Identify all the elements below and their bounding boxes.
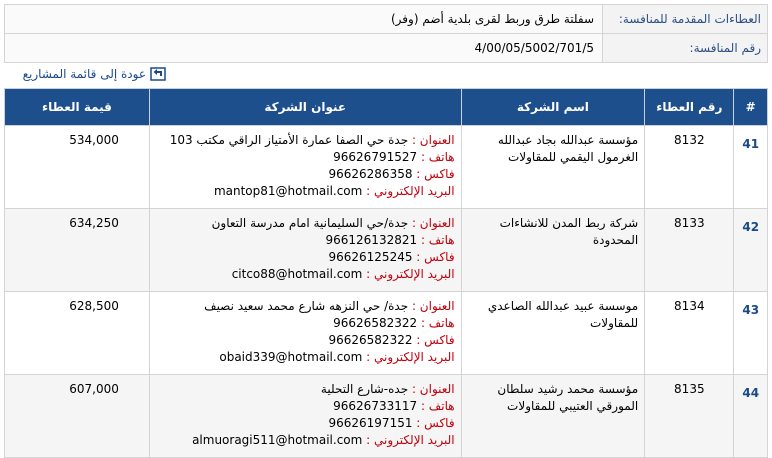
table-row: [5, 209, 768, 292]
phone-value: 96626791527: [333, 150, 418, 164]
phone-line: [156, 232, 455, 249]
company-address-cell: [149, 375, 461, 458]
email-value: obaid339@hotmail.com: [219, 350, 363, 364]
column-header-index: #: [734, 89, 768, 126]
tender-offers-row: [5, 5, 768, 34]
back-arrow-icon: [150, 66, 166, 82]
offer-value: 628,500: [5, 292, 150, 375]
back-link-text[interactable]: عودة إلى قائمة المشاريع: [22, 67, 146, 81]
tender-number-label: رقم المنافسة:: [603, 34, 768, 63]
tender-number-value: [5, 34, 603, 63]
phone-label: هاتف :: [420, 316, 455, 330]
column-header-company-name: اسم الشركة: [461, 89, 645, 126]
row-index: 41: [734, 126, 768, 209]
table-header-row: [5, 89, 768, 126]
email-label: البريد الإلكتروني :: [366, 267, 455, 281]
address-label: العنوان :: [411, 299, 455, 313]
address-label: العنوان :: [411, 133, 455, 147]
company-name: مؤسسة محمد رشيد سلطان المورقي العتيبي للمقاولات: [461, 375, 645, 458]
back-to-projects-link[interactable]: [23, 66, 166, 82]
fax-line: [156, 415, 455, 432]
phone-label: هاتف :: [420, 233, 455, 247]
email-value: almuoragi511@hotmail.com: [192, 433, 363, 447]
offers-label: العطاءات المقدمة للمنافسة:: [603, 5, 768, 34]
address-value: جدة حي الصفا عمارة الأمتياز الراقي مكتب 103: [169, 133, 409, 147]
email-line: [156, 432, 455, 449]
phone-value: 96626582322: [333, 316, 418, 330]
phone-line: [156, 315, 455, 332]
address-line: [156, 381, 455, 398]
address-line: [156, 132, 455, 149]
column-header-offer-number: رقم العطاء: [645, 89, 734, 126]
offers-table: [4, 88, 768, 458]
fax-value: 96626582322: [328, 333, 413, 347]
email-label: البريد الإلكتروني :: [366, 350, 455, 364]
email-label: البريد الإلكتروني :: [366, 184, 455, 198]
fax-line: [156, 166, 455, 183]
address-value: جده-شارع التحلية: [320, 382, 409, 396]
phone-value: 966126132821: [325, 233, 418, 247]
column-header-company-address: عنوان الشركة: [149, 89, 461, 126]
address-value: جدة/حي السليمانية امام مدرسة التعاون: [211, 216, 409, 230]
fax-label: فاكس :: [416, 250, 455, 264]
row-index: 44: [734, 375, 768, 458]
fax-value: 96626125245: [328, 250, 413, 264]
email-line: [156, 266, 455, 283]
company-address-cell: [149, 292, 461, 375]
fax-value: 96626286358: [328, 167, 413, 181]
phone-line: [156, 398, 455, 415]
row-index: 42: [734, 209, 768, 292]
company-address-cell: [149, 126, 461, 209]
address-label: العنوان :: [411, 216, 455, 230]
offer-value: 634,250: [5, 209, 150, 292]
phone-line: [156, 149, 455, 166]
offer-number: 8134: [645, 292, 734, 375]
tender-info-table: [4, 4, 768, 63]
row-index: 43: [734, 292, 768, 375]
address-value: جدة/ حي النزهه شارع محمد سعيد نصيف: [204, 299, 409, 313]
company-name: مؤسسة عبدالله بجاد عبدالله الغرمول اليقمي للمقاولات: [461, 126, 645, 209]
address-line: [156, 215, 455, 232]
offer-value: 607,000: [5, 375, 150, 458]
email-value: mantop81@hotmail.com: [213, 184, 363, 198]
table-row: [5, 375, 768, 458]
tender-number-row: [5, 34, 768, 63]
phone-label: هاتف :: [420, 150, 455, 164]
fax-line: [156, 332, 455, 349]
company-address-cell: [149, 209, 461, 292]
offer-number: 8133: [645, 209, 734, 292]
phone-value: 96626733117: [333, 399, 418, 413]
fax-line: [156, 249, 455, 266]
offer-value: 534,000: [5, 126, 150, 209]
company-name: شركة ربط المدن للانشاءات المحدودة: [461, 209, 645, 292]
email-value: citco88@hotmail.com: [231, 267, 363, 281]
email-label: البريد الإلكتروني :: [366, 433, 455, 447]
company-name: موسسة عبيد عبدالله الصاعدي للمقاولات: [461, 292, 645, 375]
email-line: [156, 183, 455, 200]
table-row: [5, 126, 768, 209]
table-row: [5, 292, 768, 375]
email-line: [156, 349, 455, 366]
offer-number: 8135: [645, 375, 734, 458]
phone-label: هاتف :: [420, 399, 455, 413]
address-line: [156, 298, 455, 315]
fax-value: 96626197151: [328, 416, 413, 430]
tender-number-text: 4/00/05/5002/701/5: [474, 41, 594, 55]
fax-label: فاكس :: [416, 416, 455, 430]
offer-number: 8132: [645, 126, 734, 209]
offers-value: سفلتة طرق وربط لقرى بلدية أضم (وفر): [5, 5, 603, 34]
column-header-offer-value: قيمة العطاء: [5, 89, 150, 126]
fax-label: فاكس :: [416, 333, 455, 347]
fax-label: فاكس :: [416, 167, 455, 181]
address-label: العنوان :: [411, 382, 455, 396]
